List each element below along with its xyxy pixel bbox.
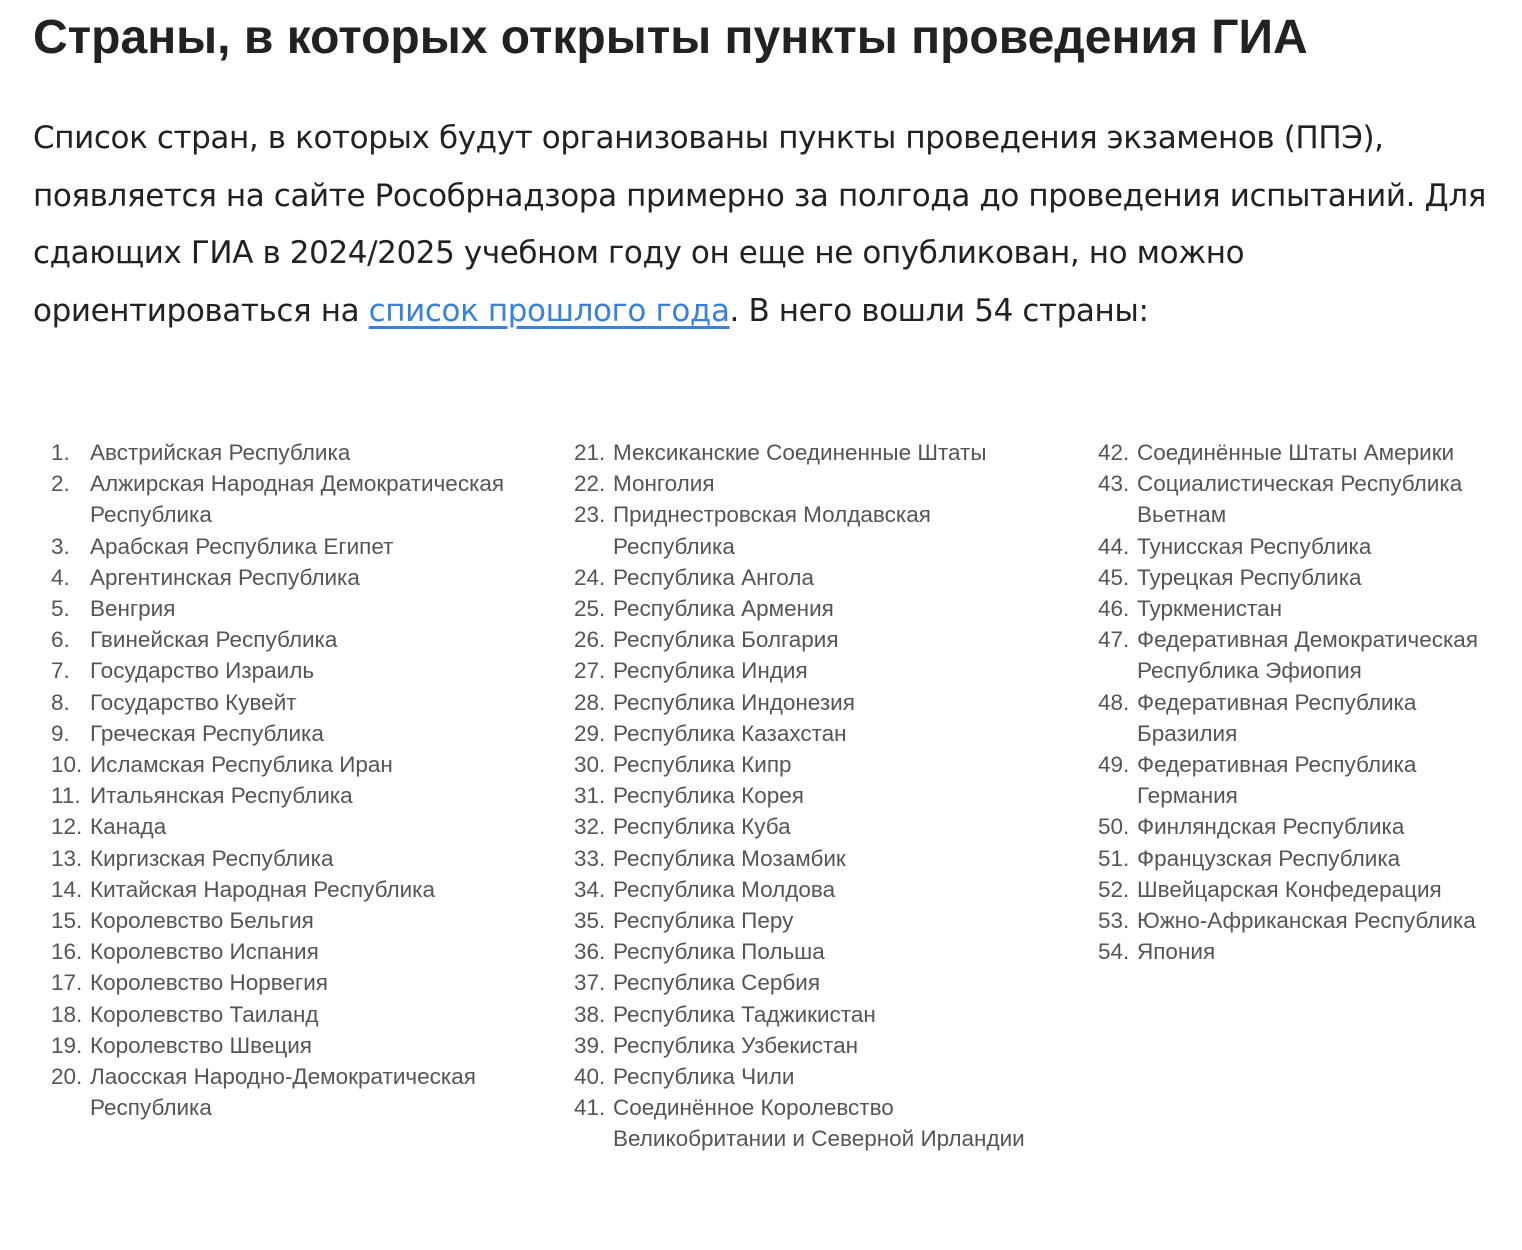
country-list-item	[1080, 843, 1520, 874]
list-item-number: 28.	[574, 689, 606, 715]
previous-year-list-link[interactable]: список прошлого года	[368, 292, 730, 329]
country-name: Швейцарская Конфедерация	[1137, 876, 1442, 902]
country-name: Республика Куба	[613, 814, 791, 840]
list-item-number: 25.	[574, 596, 606, 622]
list-item-number: 6.	[51, 627, 70, 653]
list-item-number: 36.	[574, 939, 606, 965]
country-name: Республика Польша	[613, 939, 825, 965]
country-name: Республика Кипр	[613, 752, 792, 778]
list-item-number: 34.	[574, 876, 606, 902]
country-list-item	[1080, 531, 1520, 562]
country-name: Республика Ангола	[613, 564, 814, 590]
country-list-item	[556, 562, 1036, 593]
country-list-item	[33, 687, 533, 718]
country-list-item	[556, 843, 1036, 874]
list-item-number: 53.	[1098, 908, 1130, 934]
country-list-item	[556, 936, 1036, 967]
list-item-number: 23.	[574, 502, 606, 528]
country-list-item	[33, 1061, 533, 1123]
country-list-item	[33, 780, 533, 811]
intro-text-before-link: Список стран, в которых будут организованы пункты проведения экзаменов (ППЭ), появляется на сайте Рособрнадзора примерно за полгода до проведения испытаний. Для сдающих ГИА в 2024/2025 учебном году он еще не опубликован, но можно ориентироваться на	[33, 120, 1487, 329]
list-item-number: 8.	[51, 689, 70, 715]
country-list-item	[1080, 874, 1520, 905]
country-name: Япония	[1137, 939, 1216, 965]
country-list-item	[1080, 593, 1520, 624]
country-name: Мексиканские Соединенные Штаты	[613, 440, 987, 465]
list-item-number: 18.	[51, 1001, 83, 1027]
list-item-number: 1.	[51, 440, 70, 465]
list-item-number: 29.	[574, 720, 606, 746]
country-list-item	[1080, 687, 1520, 749]
country-list-item	[33, 531, 533, 562]
country-name: Арабская Республика Египет	[90, 533, 394, 559]
country-list-item	[33, 874, 533, 905]
country-list-item	[556, 593, 1036, 624]
country-list-item	[33, 718, 533, 749]
page-title: Страны, в которых открыты пункты проведения ГИА	[33, 11, 1308, 64]
country-list-item	[556, 655, 1036, 686]
list-item-number: 41.	[574, 1095, 606, 1121]
country-name: Французская Республика	[1137, 845, 1401, 871]
list-item-number: 38.	[574, 1001, 606, 1027]
list-item-number: 49.	[1098, 752, 1130, 778]
country-name: Тунисская Республика	[1137, 533, 1372, 559]
countries-column-2	[556, 437, 1036, 1155]
country-name: Республика Таджикистан	[613, 1001, 876, 1027]
list-item-number: 45.	[1098, 564, 1130, 590]
country-name: Федеративная Демократическая Республика Эфиопия	[1137, 627, 1479, 684]
country-list-item	[1080, 811, 1520, 842]
country-name: Республика Индия	[613, 658, 808, 684]
list-item-number: 39.	[574, 1032, 606, 1058]
country-name: Королевство Норвегия	[90, 970, 328, 996]
country-list-item	[556, 780, 1036, 811]
list-item-number: 19.	[51, 1032, 83, 1058]
list-item-number: 21.	[574, 440, 606, 465]
country-name: Алжирская Народная Демократическая Республика	[90, 471, 505, 528]
country-name: Королевство Швеция	[90, 1032, 312, 1058]
list-item-number: 54.	[1098, 939, 1130, 965]
country-name: Республика Сербия	[613, 970, 821, 996]
country-name: Социалистическая Республика Вьетнам	[1137, 471, 1463, 528]
list-item-number: 37.	[574, 970, 606, 996]
country-name: Исламская Республика Иран	[90, 752, 393, 778]
country-list-item	[556, 905, 1036, 936]
list-item-number: 44.	[1098, 533, 1130, 559]
article	[33, 0, 1493, 1152]
country-name: Гвинейская Республика	[90, 627, 338, 653]
list-item-number: 43.	[1098, 471, 1130, 497]
country-name: Соединённое Королевство Великобритании и Северной Ирландии	[613, 1095, 1025, 1152]
list-item-number: 50.	[1098, 814, 1130, 840]
country-name: Аргентинская Республика	[90, 564, 360, 590]
list-item-number: 12.	[51, 814, 83, 840]
country-name: Турецкая Республика	[1137, 564, 1362, 590]
country-list-item	[556, 1061, 1036, 1092]
list-item-number: 33.	[574, 845, 606, 871]
list-item-number: 32.	[574, 814, 606, 840]
list-item-number: 13.	[51, 845, 83, 871]
list-item-number: 3.	[51, 533, 70, 559]
country-name: Австрийская Республика	[90, 440, 351, 465]
country-name: Греческая Республика	[90, 720, 324, 746]
country-list-item	[33, 593, 533, 624]
country-list-item	[33, 999, 533, 1030]
country-name: Королевство Испания	[90, 939, 319, 965]
list-item-number: 35.	[574, 908, 606, 934]
country-name: Республика Молдова	[613, 876, 836, 902]
country-name: Южно-Африканская Республика	[1137, 908, 1476, 934]
list-item-number: 26.	[574, 627, 606, 653]
list-item-number: 17.	[51, 970, 83, 996]
country-list-item	[556, 811, 1036, 842]
country-name: Республика Чили	[613, 1064, 795, 1090]
list-item-number: 22.	[574, 471, 606, 497]
country-list-item	[556, 999, 1036, 1030]
country-name: Республика Корея	[613, 783, 804, 809]
list-item-number: 5.	[51, 596, 70, 622]
country-list-item	[1080, 562, 1520, 593]
country-name: Туркменистан	[1137, 596, 1283, 622]
country-list-item	[556, 687, 1036, 718]
list-item-number: 10.	[51, 752, 83, 778]
country-name: Китайская Народная Республика	[90, 876, 436, 902]
country-list-item	[556, 967, 1036, 998]
country-name: Соединённые Штаты Америки	[1137, 440, 1455, 465]
list-item-number: 15.	[51, 908, 83, 934]
list-item-number: 30.	[574, 752, 606, 778]
list-item-number: 27.	[574, 658, 606, 684]
country-list-item	[33, 967, 533, 998]
country-list-item	[1080, 468, 1520, 530]
country-name: Государство Кувейт	[90, 689, 297, 715]
country-list-item	[556, 437, 1036, 468]
country-name: Финляндская Республика	[1137, 814, 1405, 840]
country-name: Итальянская Республика	[90, 783, 353, 809]
list-item-number: 40.	[574, 1064, 606, 1090]
country-list-item	[556, 468, 1036, 499]
country-list-item	[556, 1030, 1036, 1061]
country-list-item	[556, 718, 1036, 749]
country-list-item	[33, 1030, 533, 1061]
country-name: Монголия	[613, 471, 715, 497]
country-list-item	[1080, 749, 1520, 811]
country-list-item	[33, 843, 533, 874]
country-name: Республика Индонезия	[613, 689, 855, 715]
list-item-number: 7.	[51, 658, 70, 684]
country-list-item	[33, 749, 533, 780]
list-item-number: 42.	[1098, 440, 1130, 465]
country-list-item	[1080, 624, 1520, 686]
country-list-item	[33, 905, 533, 936]
country-list-item	[33, 811, 533, 842]
list-item-number: 9.	[51, 720, 70, 746]
countries-column-1	[33, 437, 533, 1123]
country-list-item	[33, 562, 533, 593]
list-item-number: 51.	[1098, 845, 1130, 871]
list-item-number: 48.	[1098, 689, 1130, 715]
country-name: Федеративная Республика Бразилия	[1137, 689, 1417, 746]
country-list-item	[1080, 437, 1520, 468]
list-item-number: 16.	[51, 939, 83, 965]
country-list-item	[33, 468, 533, 530]
list-item-number: 14.	[51, 876, 83, 902]
list-item-number: 46.	[1098, 596, 1130, 622]
country-list-item	[33, 936, 533, 967]
list-item-number: 20.	[51, 1064, 83, 1090]
country-list-item	[1080, 905, 1520, 936]
country-list-item	[1080, 936, 1520, 967]
country-list-item	[33, 624, 533, 655]
country-name: Республика Узбекистан	[613, 1032, 859, 1058]
country-name: Канада	[90, 814, 167, 840]
list-item-number: 52.	[1098, 876, 1130, 902]
list-item-number: 4.	[51, 564, 70, 590]
country-name: Республика Мозамбик	[613, 845, 846, 871]
country-list-item	[33, 655, 533, 686]
list-item-number: 24.	[574, 564, 606, 590]
country-name: Республика Армения	[613, 596, 834, 622]
country-name: Республика Казахстан	[613, 720, 847, 746]
country-name: Венгрия	[90, 596, 176, 622]
intro-text-after-link: . В него вошли 54 страны:	[729, 292, 1149, 329]
country-name: Лаосская Народно-Демократическая Республика	[90, 1064, 476, 1121]
country-name: Республика Болгария	[613, 627, 839, 653]
countries-column-3	[1080, 437, 1520, 967]
country-list-item	[33, 437, 533, 468]
country-name: Приднестровская Молдавская Республика	[613, 502, 931, 559]
list-item-number: 11.	[51, 783, 81, 809]
country-name: Киргизская Республика	[90, 845, 334, 871]
country-name: Федеративная Республика Германия	[1137, 752, 1417, 809]
list-item-number: 2.	[51, 471, 70, 497]
intro-paragraph	[33, 110, 1493, 340]
country-list-item	[556, 499, 1036, 561]
list-item-number: 47.	[1098, 627, 1130, 653]
country-list-item	[556, 1092, 1036, 1154]
country-name: Государство Израиль	[90, 658, 315, 684]
country-list-item	[556, 749, 1036, 780]
list-item-number: 31.	[574, 783, 606, 809]
country-name: Королевство Таиланд	[90, 1001, 319, 1027]
country-list-item	[556, 874, 1036, 905]
country-name: Республика Перу	[613, 908, 794, 934]
country-list-item	[556, 624, 1036, 655]
country-name: Королевство Бельгия	[90, 908, 314, 934]
